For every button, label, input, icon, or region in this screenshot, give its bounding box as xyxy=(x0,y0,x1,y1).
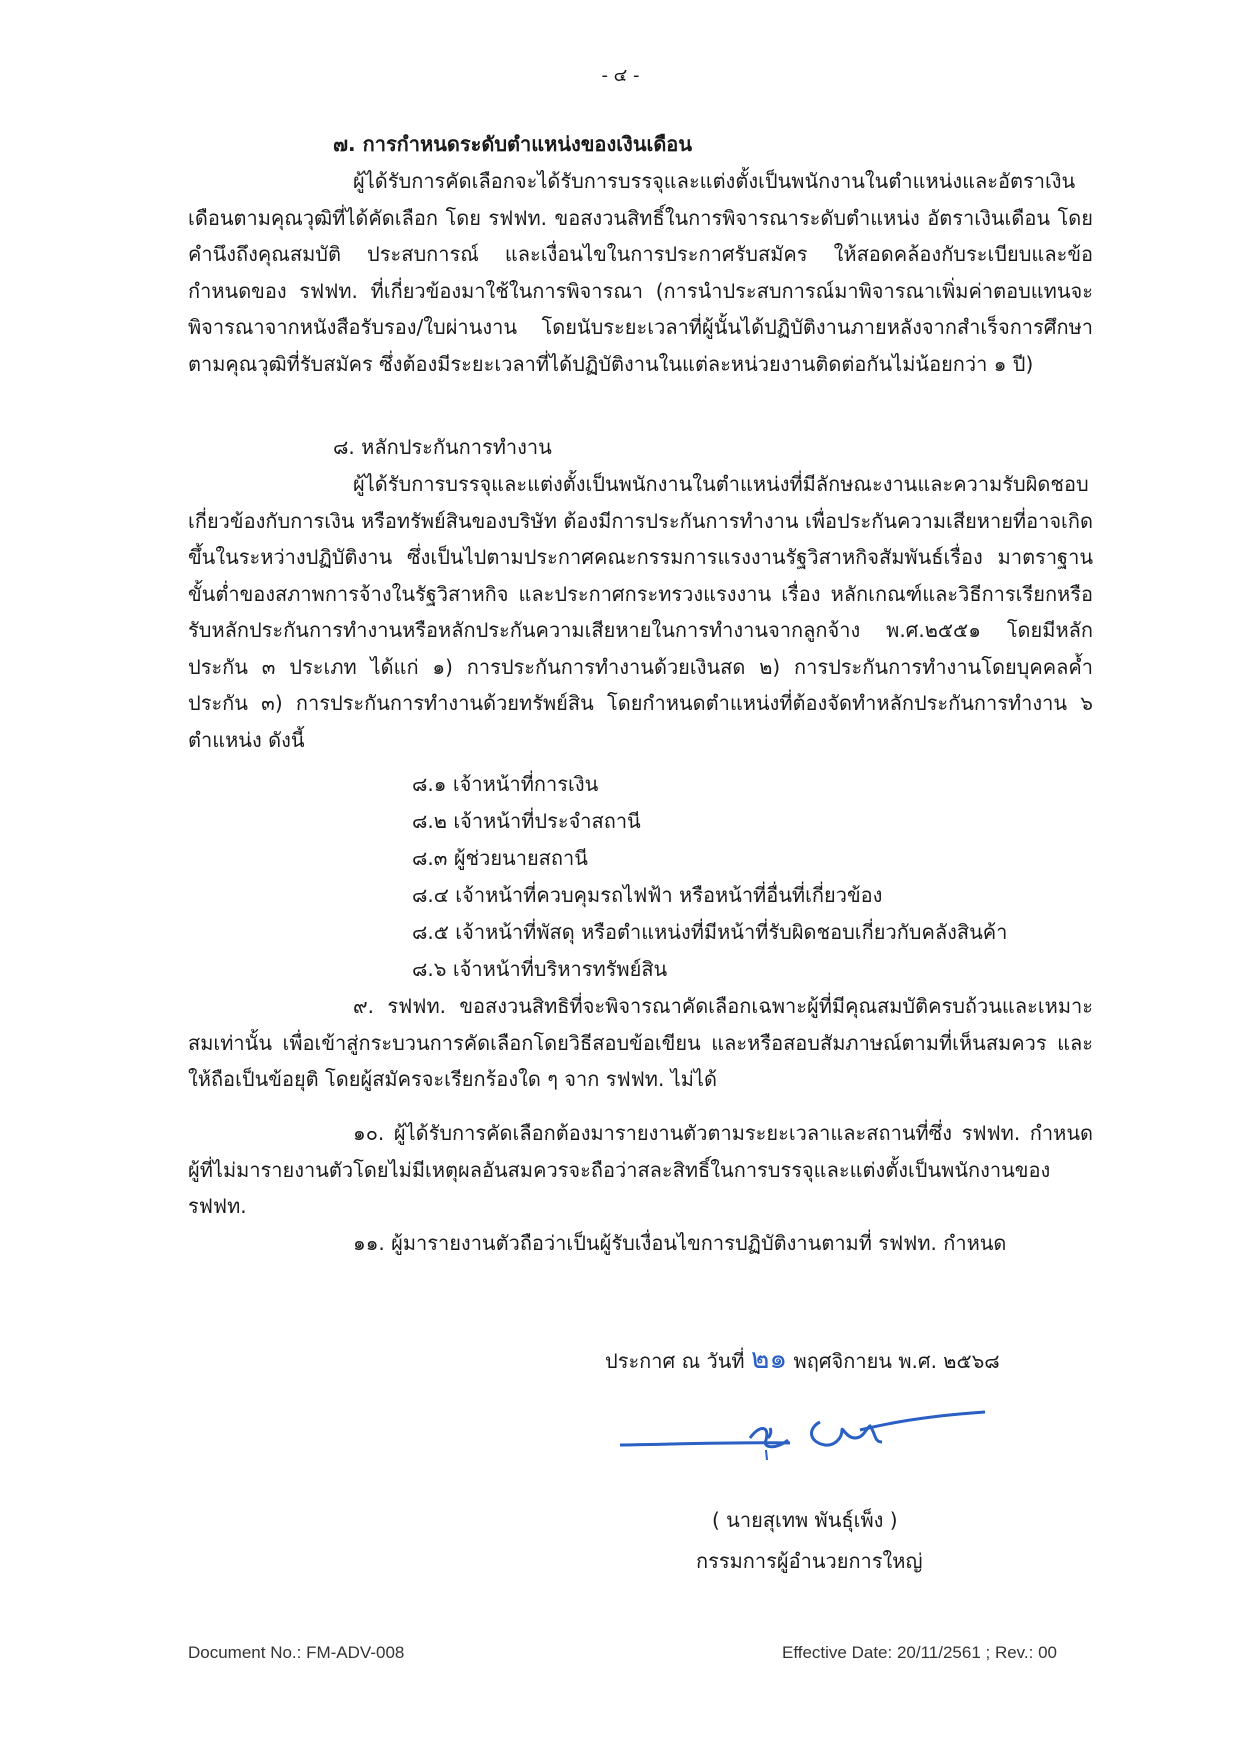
list-item: ๘.๓ ผู้ช่วยนายสถานี xyxy=(412,846,588,870)
section-7-heading: ๗. การกำหนดระดับตำแหน่งของเงินเดือน xyxy=(333,132,692,156)
announcement-prefix: ประกาศ ณ วันที่ xyxy=(605,1349,745,1373)
signatory-name: ( นายสุเทพ พันธุ์เพ็ง ) xyxy=(712,1508,898,1532)
announcement-day: ๒๑ xyxy=(750,1342,788,1375)
announcement-date xyxy=(605,1337,1000,1381)
guarantee-position-list xyxy=(412,766,1007,988)
document-number: Document No.: FM-ADV-008 xyxy=(188,1643,405,1662)
list-item: ๘.๕ เจ้าหน้าที่พัสดุ หรือตำแหน่งที่มีหน้าที่รับผิดชอบเกี่ยวกับคลังสินค้า xyxy=(412,920,1008,944)
section-8-heading: ๘. หลักประกันการทำงาน xyxy=(333,435,552,459)
signature-image xyxy=(620,1390,1000,1470)
section-8-body: ผู้ได้รับการบรรจุและแต่งตั้งเป็นพนักงานในตำแหน่งที่มีลักษณะงานและความรับผิดชอบเกี่ยวข้องกับการเงิน หรือทรัพย์สินของบริษัท ต้องมีการประกันการทำงาน เพื่อประกันความเสียหายที่อาจเกิดขึ้นในระหว่างปฏิบัติงาน ซึ่งเป็นไปตามประกาศคณะกรรมการแรงงานรัฐวิสาหกิจสัมพันธ์เรื่อง มาตราฐานขั้นต่ำของสภาพการจ้างในรัฐวิสาหกิจ และประกาศกระทรวงแรงงาน เรื่อง หลักเกณฑ์และวิธีการเรียกหรือรับหลักประกันการทำงานหรือหลักประกันความเสียหายในการทำงานจากลูกจ้าง พ.ศ.๒๕๕๑ โดยมีหลักประกัน ๓ ประเภท ได้แก่ ๑) การประกันการทำงานด้วยเงินสด ๒) การประกันการทำงานโดยบุคคลค้ำประกัน ๓) การประกันการทำงานด้วยทรัพย์สิน โดยกำหนดตำแหน่งที่ต้องจัดทำหลักประกันการทำงาน ๖ ตำแหน่ง ดังนี้ xyxy=(188,472,1093,752)
list-item: ๘.๑ เจ้าหน้าที่การเงิน xyxy=(412,772,599,796)
list-item: ๘.๒ เจ้าหน้าที่ประจำสถานี xyxy=(412,809,641,833)
section-10-body: ๑๐. ผู้ได้รับการคัดเลือกต้องมารายงานตัวตามระยะเวลาและสถานที่ซึ่ง รฟฟท. กำหนด ผู้ที่ไม่มารายงานตัวโดยไม่มีเหตุผลอันสมควรจะถือว่าสละสิทธิ์ในการบรรจุและแต่งตั้งเป็นพนักงานของ รฟฟท. xyxy=(188,1121,1093,1218)
effective-date: Effective Date: 20/11/2561 ; Rev.: 00 xyxy=(781,1643,1057,1662)
announcement-suffix: พฤศจิกายน พ.ศ. ๒๕๖๘ xyxy=(793,1349,1000,1373)
list-item: ๘.๖ เจ้าหน้าที่บริหารทรัพย์สิน xyxy=(412,957,668,981)
section-9-body: ๙. รฟฟท. ขอสงวนสิทธิที่จะพิจารณาคัดเลือกเฉพาะผู้ที่มีคุณสมบัติครบถ้วนและเหมาะสมเท่านั้น เพื่อเข้าสู่กระบวนการคัดเลือกโดยวิธีสอบข้อเขียน และหรือสอบสัมภาษณ์ตามที่เห็นสมควร และให้ถือเป็นข้อยุติ โดยผู้สมัครจะเรียกร้องใด ๆ จาก รฟฟท. ไม่ได้ xyxy=(188,994,1093,1091)
section-11-body: ๑๑. ผู้มารายงานตัวถือว่าเป็นผู้รับเงื่อนไขการปฏิบัติงานตามที่ รฟฟท. กำหนด xyxy=(353,1231,1007,1255)
signatory-title: กรรมการผู้อำนวยการใหญ่ xyxy=(696,1549,923,1573)
list-item: ๘.๔ เจ้าหน้าที่ควบคุมรถไฟฟ้า หรือหน้าที่อื่นที่เกี่ยวข้อง xyxy=(412,883,883,907)
section-7-body: ผู้ได้รับการคัดเลือกจะได้รับการบรรจุและแต่งตั้งเป็นพนักงานในตำแหน่งและอัตราเงินเดือนตามคุณวุฒิที่ได้คัดเลือก โดย รฟฟท. ขอสงวนสิทธิ์ในการพิจารณาระดับตำแหน่ง อัตราเงินเดือน โดยคำนึงถึงคุณสมบัติ ประสบการณ์ และเงื่อนไขในการประกาศรับสมัคร ให้สอดคล้องกับระเบียบและข้อกำหนดของ รฟฟท. ที่เกี่ยวข้องมาใช้ในการพิจารณา (การนำประสบการณ์มาพิจารณาเพิ่มค่าตอบแทนจะพิจารณาจากหนังสือรับรอง/ใบผ่านงาน โดยนับระยะเวลาที่ผู้นั้นได้ปฏิบัติงานภายหลังจากสำเร็จการศึกษาตามคุณวุฒิที่รับสมัคร ซึ่งต้องมีระยะเวลาที่ได้ปฏิบัติงานในแต่ละหน่วยงานติดต่อกันไม่น้อยกว่า ๑ ปี) xyxy=(188,169,1093,376)
page-number: - ๔ - xyxy=(601,65,640,86)
